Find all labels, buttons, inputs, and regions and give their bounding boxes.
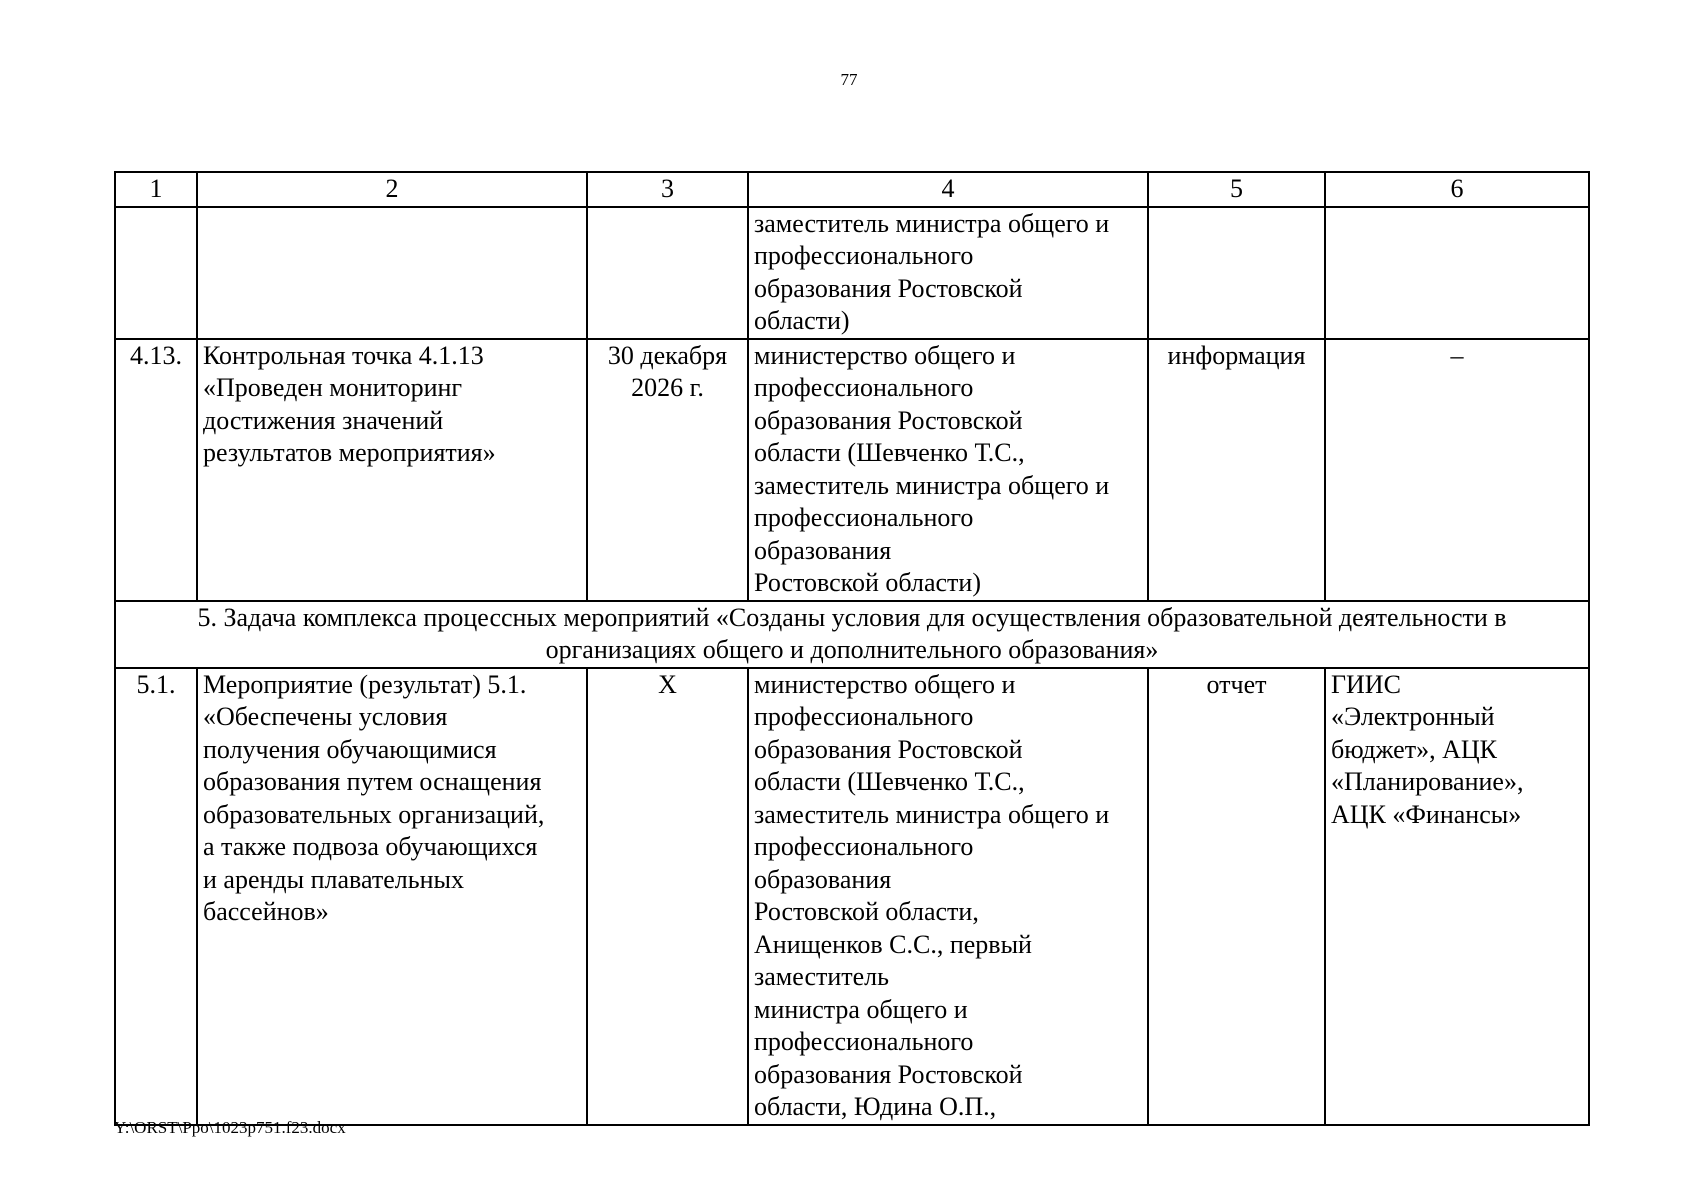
row-name-cell <box>197 207 587 339</box>
row-name-cell: Контрольная точка 4.1.13 «Проведен мониторинг достижения значений результатов мероприятия» <box>197 339 587 601</box>
section-heading: 5. Задача комплекса процессных мероприятий «Созданы условия для осуществления образовательной деятельности в организациях общего и дополнительного образования» <box>115 601 1589 668</box>
row-system-cell: ГИИС «Электронный бюджет», АЦК «Планирование», АЦК «Финансы» <box>1325 668 1589 1125</box>
header-cell: 5 <box>1148 172 1325 207</box>
row-doc-type-cell: отчет <box>1148 668 1325 1125</box>
header-cell: 2 <box>197 172 587 207</box>
table-row <box>115 207 1589 339</box>
section-row <box>115 601 1589 668</box>
row-doc-type-cell: информация <box>1148 339 1325 601</box>
table-header-row <box>115 172 1589 207</box>
row-doc-type-cell <box>1148 207 1325 339</box>
row-date-cell: 30 декабря 2026 г. <box>587 339 748 601</box>
row-name-cell: Мероприятие (результат) 5.1. «Обеспечены условия получения обучающимися образования путем оснащения образовательных организаций, а также подвоза обучающихся и аренды плавательных бассейнов» <box>197 668 587 1125</box>
header-cell: 3 <box>587 172 748 207</box>
row-system-cell: – <box>1325 339 1589 601</box>
row-responsible-cell: заместитель министра общего и профессионального образования Ростовской области) <box>748 207 1148 339</box>
table-row <box>115 339 1589 601</box>
row-date-cell <box>587 207 748 339</box>
row-system-cell <box>1325 207 1589 339</box>
file-path-footer: Y:\ORST\Ppo\1023p751.f23.docx <box>114 1118 346 1137</box>
row-number-cell <box>115 207 197 339</box>
header-cell: 4 <box>748 172 1148 207</box>
row-date-cell: Х <box>587 668 748 1125</box>
page-number: 77 <box>840 70 858 89</box>
plan-table <box>114 171 1590 1126</box>
table-row <box>115 668 1589 1125</box>
header-cell: 6 <box>1325 172 1589 207</box>
row-responsible-cell: министерство общего и профессионального образования Ростовской области (Шевченко Т.С., заместитель министра общего и профессионального образования Ростовской области, Анищенков С.С., первый заместитель министра общего и профессионального образования Ростовской области, Юдина О.П., <box>748 668 1148 1125</box>
row-number-cell: 5.1. <box>115 668 197 1125</box>
row-number-cell: 4.13. <box>115 339 197 601</box>
header-cell: 1 <box>115 172 197 207</box>
row-responsible-cell: министерство общего и профессионального образования Ростовской области (Шевченко Т.С., заместитель министра общего и профессионального образования Ростовской области) <box>748 339 1148 601</box>
